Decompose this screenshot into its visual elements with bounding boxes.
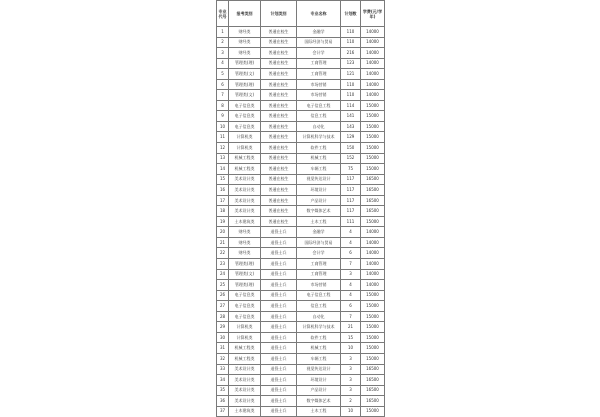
row-cell-major: 电子信息工程 bbox=[297, 100, 341, 111]
row-cell-plan-type: 普通在校生 bbox=[261, 37, 297, 48]
row-cell-count: 110 bbox=[341, 90, 361, 101]
row-cell-major: 自动化 bbox=[297, 121, 341, 132]
row-cell-tuition: 15000 bbox=[361, 322, 385, 333]
table-row bbox=[217, 280, 385, 291]
row-cell-major: 工商管理 bbox=[297, 259, 341, 270]
table-row bbox=[217, 132, 385, 143]
row-cell-plan-type: 普通在校生 bbox=[261, 111, 297, 122]
row-cell-major: 信息工程 bbox=[297, 301, 341, 312]
row-cell-plan-type: 普通在校生 bbox=[261, 121, 297, 132]
row-cell-tuition: 16500 bbox=[361, 174, 385, 185]
row-cell-category: 财经类 bbox=[229, 27, 261, 38]
table-row bbox=[217, 216, 385, 227]
row-cell-major: 机械工程 bbox=[297, 153, 341, 164]
row-cell-category: 管理类(理) bbox=[229, 259, 261, 270]
table-row bbox=[217, 164, 385, 175]
row-cell-category: 美术设计类 bbox=[229, 206, 261, 217]
row-cell-plan-type: 退役士兵 bbox=[261, 322, 297, 333]
row-cell-tuition: 15000 bbox=[361, 132, 385, 143]
table-row bbox=[217, 396, 385, 407]
table-row bbox=[217, 332, 385, 343]
table-row bbox=[217, 311, 385, 322]
row-cell-code: 20 bbox=[217, 227, 229, 238]
row-cell-category: 机械工程类 bbox=[229, 343, 261, 354]
row-cell-count: 21 bbox=[341, 322, 361, 333]
row-cell-code: 3 bbox=[217, 48, 229, 59]
table-row bbox=[217, 343, 385, 354]
row-cell-major: 自动化 bbox=[297, 311, 341, 322]
row-cell-tuition: 16500 bbox=[361, 195, 385, 206]
row-cell-count: 3 bbox=[341, 269, 361, 280]
row-cell-category: 管理类(理) bbox=[229, 280, 261, 291]
row-cell-tuition: 15000 bbox=[361, 111, 385, 122]
row-cell-major: 市场营销 bbox=[297, 280, 341, 291]
row-cell-major: 软件工程 bbox=[297, 143, 341, 154]
row-cell-major: 信息工程 bbox=[297, 111, 341, 122]
row-cell-count: 4 bbox=[341, 237, 361, 248]
row-cell-tuition: 14000 bbox=[361, 90, 385, 101]
row-cell-major: 金融学 bbox=[297, 27, 341, 38]
row-cell-count: 117 bbox=[341, 206, 361, 217]
row-cell-tuition: 14000 bbox=[361, 248, 385, 259]
enrollment-plan-table bbox=[216, 0, 385, 417]
row-cell-plan-type: 退役士兵 bbox=[261, 332, 297, 343]
row-cell-count: 110 bbox=[341, 27, 361, 38]
row-cell-major: 土木工程 bbox=[297, 406, 341, 417]
header-cell-plan-category: 计划类别 bbox=[261, 1, 297, 27]
table-row bbox=[217, 195, 385, 206]
row-cell-plan-type: 普通在校生 bbox=[261, 164, 297, 175]
row-cell-count: 15 bbox=[341, 332, 361, 343]
row-cell-tuition: 15000 bbox=[361, 332, 385, 343]
row-cell-count: 117 bbox=[341, 185, 361, 196]
row-cell-count: 110 bbox=[341, 79, 361, 90]
row-cell-tuition: 15000 bbox=[361, 343, 385, 354]
row-cell-plan-type: 普通在校生 bbox=[261, 216, 297, 227]
row-cell-plan-type: 普通在校生 bbox=[261, 69, 297, 80]
row-cell-major: 软件工程 bbox=[297, 332, 341, 343]
row-cell-tuition: 15000 bbox=[361, 164, 385, 175]
row-cell-tuition: 14000 bbox=[361, 27, 385, 38]
row-cell-major: 国际经济与贸易 bbox=[297, 237, 341, 248]
row-cell-tuition: 16500 bbox=[361, 206, 385, 217]
row-cell-category: 管理类(文) bbox=[229, 69, 261, 80]
row-cell-code: 14 bbox=[217, 164, 229, 175]
table-row bbox=[217, 364, 385, 375]
row-cell-plan-type: 普通在校生 bbox=[261, 27, 297, 38]
row-cell-major: 环境设计 bbox=[297, 375, 341, 386]
row-cell-major: 国际经济与贸易 bbox=[297, 37, 341, 48]
row-cell-plan-type: 退役士兵 bbox=[261, 353, 297, 364]
row-cell-plan-type: 普通在校生 bbox=[261, 48, 297, 59]
table-row bbox=[217, 69, 385, 80]
row-cell-category: 财经类 bbox=[229, 248, 261, 259]
row-cell-category: 电子信息类 bbox=[229, 311, 261, 322]
row-cell-tuition: 15000 bbox=[361, 100, 385, 111]
row-cell-code: 6 bbox=[217, 79, 229, 90]
row-cell-tuition: 14000 bbox=[361, 58, 385, 69]
row-cell-plan-type: 普通在校生 bbox=[261, 174, 297, 185]
row-cell-major: 工商管理 bbox=[297, 69, 341, 80]
row-cell-major: 机械工程 bbox=[297, 343, 341, 354]
row-cell-count: 4 bbox=[341, 227, 361, 238]
row-cell-code: 30 bbox=[217, 332, 229, 343]
header-cell-plan-count: 计划数 bbox=[341, 1, 361, 27]
row-cell-tuition: 15000 bbox=[361, 353, 385, 364]
row-cell-plan-type: 退役士兵 bbox=[261, 406, 297, 417]
row-cell-tuition: 14000 bbox=[361, 237, 385, 248]
table-row bbox=[217, 406, 385, 417]
row-cell-category: 管理类(理) bbox=[229, 79, 261, 90]
row-cell-count: 10 bbox=[341, 343, 361, 354]
row-cell-code: 19 bbox=[217, 216, 229, 227]
row-cell-category: 计算机类 bbox=[229, 143, 261, 154]
row-cell-tuition: 16500 bbox=[361, 185, 385, 196]
row-cell-code: 7 bbox=[217, 90, 229, 101]
row-cell-count: 3 bbox=[341, 364, 361, 375]
row-cell-category: 美术设计类 bbox=[229, 385, 261, 396]
row-cell-tuition: 15000 bbox=[361, 406, 385, 417]
row-cell-count: 2 bbox=[341, 396, 361, 407]
row-cell-category: 美术设计类 bbox=[229, 174, 261, 185]
row-cell-code: 15 bbox=[217, 174, 229, 185]
table-row bbox=[217, 259, 385, 270]
row-cell-plan-type: 普通在校生 bbox=[261, 132, 297, 143]
row-cell-code: 10 bbox=[217, 121, 229, 132]
row-cell-code: 25 bbox=[217, 280, 229, 291]
row-cell-category: 财经类 bbox=[229, 48, 261, 59]
row-cell-tuition: 16500 bbox=[361, 385, 385, 396]
table-row bbox=[217, 375, 385, 386]
row-cell-category: 机械工程类 bbox=[229, 164, 261, 175]
row-cell-category: 电子信息类 bbox=[229, 100, 261, 111]
row-cell-category: 计算机类 bbox=[229, 322, 261, 333]
row-cell-major: 车辆工程 bbox=[297, 353, 341, 364]
table-row bbox=[217, 353, 385, 364]
row-cell-major: 产品设计 bbox=[297, 385, 341, 396]
row-cell-category: 计算机类 bbox=[229, 132, 261, 143]
row-cell-category: 美术设计类 bbox=[229, 195, 261, 206]
row-cell-code: 29 bbox=[217, 322, 229, 333]
row-cell-count: 117 bbox=[341, 174, 361, 185]
row-cell-code: 18 bbox=[217, 206, 229, 217]
row-cell-major: 计算机科学与技术 bbox=[297, 132, 341, 143]
table-row bbox=[217, 143, 385, 154]
row-cell-count: 3 bbox=[341, 385, 361, 396]
row-cell-plan-type: 退役士兵 bbox=[261, 375, 297, 386]
row-cell-code: 21 bbox=[217, 237, 229, 248]
table-row bbox=[217, 237, 385, 248]
row-cell-category: 管理类(理) bbox=[229, 58, 261, 69]
table-row bbox=[217, 322, 385, 333]
row-cell-count: 114 bbox=[341, 100, 361, 111]
row-cell-major: 计算机科学与技术 bbox=[297, 322, 341, 333]
row-cell-plan-type: 退役士兵 bbox=[261, 237, 297, 248]
table-row bbox=[217, 111, 385, 122]
row-cell-count: 143 bbox=[341, 121, 361, 132]
row-cell-code: 8 bbox=[217, 100, 229, 111]
row-cell-major: 工商管理 bbox=[297, 269, 341, 280]
row-cell-category: 电子信息类 bbox=[229, 290, 261, 301]
row-cell-code: 13 bbox=[217, 153, 229, 164]
row-cell-plan-type: 退役士兵 bbox=[261, 396, 297, 407]
row-cell-code: 2 bbox=[217, 37, 229, 48]
row-cell-plan-type: 退役士兵 bbox=[261, 290, 297, 301]
table-row bbox=[217, 37, 385, 48]
row-cell-count: 10 bbox=[341, 406, 361, 417]
row-cell-count: 111 bbox=[341, 216, 361, 227]
row-cell-code: 16 bbox=[217, 185, 229, 196]
row-cell-major: 会计学 bbox=[297, 248, 341, 259]
row-cell-tuition: 16500 bbox=[361, 364, 385, 375]
row-cell-code: 37 bbox=[217, 406, 229, 417]
row-cell-code: 28 bbox=[217, 311, 229, 322]
row-cell-plan-type: 退役士兵 bbox=[261, 311, 297, 322]
row-cell-count: 6 bbox=[341, 248, 361, 259]
row-cell-plan-type: 普通在校生 bbox=[261, 58, 297, 69]
row-cell-plan-type: 普通在校生 bbox=[261, 79, 297, 90]
row-cell-count: 121 bbox=[341, 69, 361, 80]
row-cell-count: 110 bbox=[341, 37, 361, 48]
table-row bbox=[217, 79, 385, 90]
table-row bbox=[217, 121, 385, 132]
row-cell-plan-type: 退役士兵 bbox=[261, 248, 297, 259]
row-cell-count: 3 bbox=[341, 375, 361, 386]
row-cell-major: 市场营销 bbox=[297, 90, 341, 101]
row-cell-count: 4 bbox=[341, 290, 361, 301]
row-cell-plan-type: 退役士兵 bbox=[261, 301, 297, 312]
row-cell-major: 市场营销 bbox=[297, 79, 341, 90]
row-cell-tuition: 15000 bbox=[361, 290, 385, 301]
row-cell-major: 电子信息工程 bbox=[297, 290, 341, 301]
table-row bbox=[217, 90, 385, 101]
row-cell-plan-type: 退役士兵 bbox=[261, 259, 297, 270]
row-cell-major: 土木工程 bbox=[297, 216, 341, 227]
table-row bbox=[217, 100, 385, 111]
row-cell-tuition: 15000 bbox=[361, 153, 385, 164]
row-cell-tuition: 14000 bbox=[361, 269, 385, 280]
row-cell-tuition: 14000 bbox=[361, 37, 385, 48]
row-cell-plan-type: 普通在校生 bbox=[261, 90, 297, 101]
row-cell-count: 3 bbox=[341, 353, 361, 364]
row-cell-category: 管理类(文) bbox=[229, 90, 261, 101]
table-row bbox=[217, 27, 385, 38]
row-cell-major: 数字媒体艺术 bbox=[297, 396, 341, 407]
row-cell-code: 26 bbox=[217, 290, 229, 301]
row-cell-count: 7 bbox=[341, 311, 361, 322]
table-row bbox=[217, 58, 385, 69]
row-cell-tuition: 15000 bbox=[361, 311, 385, 322]
row-cell-category: 电子信息类 bbox=[229, 121, 261, 132]
row-cell-category: 机械工程类 bbox=[229, 153, 261, 164]
row-cell-code: 5 bbox=[217, 69, 229, 80]
header-cell-application-category: 报考类别 bbox=[229, 1, 261, 27]
table-body bbox=[217, 27, 385, 417]
row-cell-count: 7 bbox=[341, 259, 361, 270]
row-cell-code: 32 bbox=[217, 353, 229, 364]
enrollment-plan-document bbox=[216, 0, 384, 414]
row-cell-count: 150 bbox=[341, 143, 361, 154]
row-cell-category: 财经类 bbox=[229, 237, 261, 248]
row-cell-category: 电子信息类 bbox=[229, 111, 261, 122]
row-cell-code: 11 bbox=[217, 132, 229, 143]
row-cell-plan-type: 普通在校生 bbox=[261, 153, 297, 164]
header-cell-major-name: 专业名称 bbox=[297, 1, 341, 27]
row-cell-category: 电子信息类 bbox=[229, 301, 261, 312]
row-cell-major: 金融学 bbox=[297, 227, 341, 238]
row-cell-count: 141 bbox=[341, 111, 361, 122]
row-cell-category: 美术设计类 bbox=[229, 375, 261, 386]
header-cell-major-code: 专业代号 bbox=[217, 1, 229, 27]
row-cell-major: 会计学 bbox=[297, 48, 341, 59]
row-cell-plan-type: 退役士兵 bbox=[261, 280, 297, 291]
row-cell-category: 机械工程类 bbox=[229, 353, 261, 364]
row-cell-major: 视觉传达设计 bbox=[297, 174, 341, 185]
row-cell-code: 35 bbox=[217, 385, 229, 396]
table-header bbox=[217, 1, 385, 27]
row-cell-major: 数字媒体艺术 bbox=[297, 206, 341, 217]
row-cell-code: 9 bbox=[217, 111, 229, 122]
row-cell-major: 环境设计 bbox=[297, 185, 341, 196]
table-row bbox=[217, 185, 385, 196]
row-cell-code: 27 bbox=[217, 301, 229, 312]
table-row bbox=[217, 269, 385, 280]
row-cell-category: 美术设计类 bbox=[229, 185, 261, 196]
row-cell-tuition: 14000 bbox=[361, 259, 385, 270]
row-cell-plan-type: 普通在校生 bbox=[261, 185, 297, 196]
row-cell-plan-type: 退役士兵 bbox=[261, 385, 297, 396]
row-cell-code: 36 bbox=[217, 396, 229, 407]
row-cell-code: 4 bbox=[217, 58, 229, 69]
row-cell-tuition: 15000 bbox=[361, 143, 385, 154]
row-cell-major: 工商管理 bbox=[297, 58, 341, 69]
row-cell-count: 123 bbox=[341, 58, 361, 69]
header-row bbox=[217, 1, 385, 27]
row-cell-major: 产品设计 bbox=[297, 195, 341, 206]
table-row bbox=[217, 290, 385, 301]
row-cell-plan-type: 普通在校生 bbox=[261, 100, 297, 111]
row-cell-category: 美术设计类 bbox=[229, 396, 261, 407]
row-cell-code: 33 bbox=[217, 364, 229, 375]
row-cell-tuition: 16500 bbox=[361, 396, 385, 407]
row-cell-count: 216 bbox=[341, 48, 361, 59]
row-cell-tuition: 14000 bbox=[361, 280, 385, 291]
row-cell-code: 17 bbox=[217, 195, 229, 206]
row-cell-tuition: 15000 bbox=[361, 216, 385, 227]
row-cell-category: 财经类 bbox=[229, 37, 261, 48]
row-cell-tuition: 16500 bbox=[361, 375, 385, 386]
row-cell-count: 129 bbox=[341, 132, 361, 143]
row-cell-tuition: 14000 bbox=[361, 79, 385, 90]
row-cell-major: 车辆工程 bbox=[297, 164, 341, 175]
row-cell-plan-type: 退役士兵 bbox=[261, 227, 297, 238]
row-cell-tuition: 15000 bbox=[361, 121, 385, 132]
row-cell-plan-type: 退役士兵 bbox=[261, 364, 297, 375]
row-cell-plan-type: 普通在校生 bbox=[261, 143, 297, 154]
row-cell-count: 152 bbox=[341, 153, 361, 164]
row-cell-category: 管理类(文) bbox=[229, 269, 261, 280]
row-cell-count: 75 bbox=[341, 164, 361, 175]
row-cell-count: 4 bbox=[341, 280, 361, 291]
table-row bbox=[217, 301, 385, 312]
table-row bbox=[217, 48, 385, 59]
table-row bbox=[217, 227, 385, 238]
row-cell-code: 23 bbox=[217, 259, 229, 270]
row-cell-major: 视觉传达设计 bbox=[297, 364, 341, 375]
row-cell-category: 美术设计类 bbox=[229, 364, 261, 375]
table-row bbox=[217, 153, 385, 164]
row-cell-tuition: 14000 bbox=[361, 227, 385, 238]
row-cell-plan-type: 普通在校生 bbox=[261, 195, 297, 206]
row-cell-code: 34 bbox=[217, 375, 229, 386]
row-cell-category: 财经类 bbox=[229, 227, 261, 238]
row-cell-code: 12 bbox=[217, 143, 229, 154]
row-cell-count: 6 bbox=[341, 301, 361, 312]
row-cell-code: 24 bbox=[217, 269, 229, 280]
header-cell-tuition: 学费(元/学年) bbox=[361, 1, 385, 27]
row-cell-plan-type: 退役士兵 bbox=[261, 269, 297, 280]
row-cell-count: 117 bbox=[341, 195, 361, 206]
row-cell-plan-type: 退役士兵 bbox=[261, 343, 297, 354]
row-cell-plan-type: 普通在校生 bbox=[261, 206, 297, 217]
row-cell-code: 22 bbox=[217, 248, 229, 259]
row-cell-category: 土木建筑类 bbox=[229, 406, 261, 417]
row-cell-tuition: 15000 bbox=[361, 301, 385, 312]
row-cell-tuition: 14000 bbox=[361, 48, 385, 59]
row-cell-category: 计算机类 bbox=[229, 332, 261, 343]
table-row bbox=[217, 174, 385, 185]
table-row bbox=[217, 206, 385, 217]
row-cell-code: 31 bbox=[217, 343, 229, 354]
row-cell-category: 土木建筑类 bbox=[229, 216, 261, 227]
row-cell-tuition: 14000 bbox=[361, 69, 385, 80]
table-row bbox=[217, 385, 385, 396]
table-row bbox=[217, 248, 385, 259]
row-cell-code: 1 bbox=[217, 27, 229, 38]
